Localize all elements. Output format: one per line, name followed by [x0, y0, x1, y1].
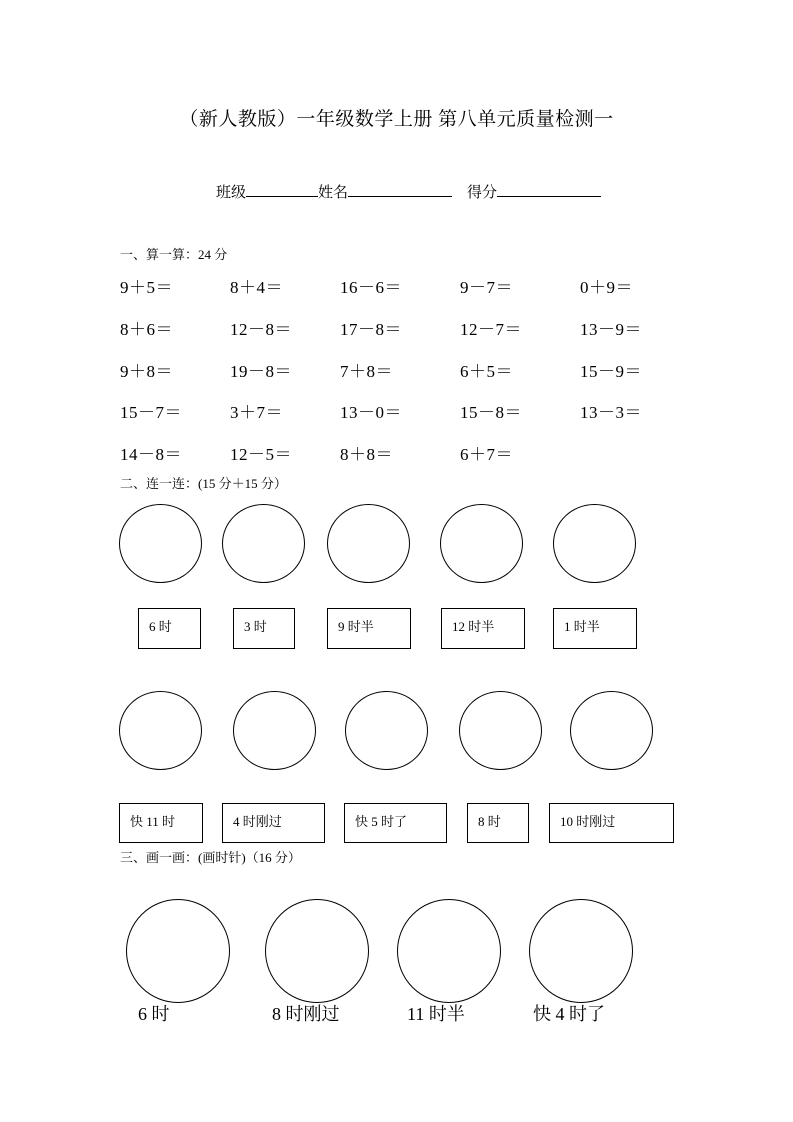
- clock-face-circle[interactable]: [265, 899, 369, 1003]
- equation: 0＋9＝: [580, 278, 633, 297]
- clock-time-label: 快 4 时了: [533, 1004, 605, 1024]
- equation: 6＋7＝: [460, 445, 513, 464]
- clock-face-circle: [440, 504, 523, 583]
- equation: 14－8＝: [120, 445, 182, 464]
- section1-heading: 一、算一算：24 分: [120, 247, 228, 262]
- equation: 15－7＝: [120, 403, 182, 422]
- time-label-box[interactable]: 8 时: [467, 803, 529, 843]
- equation: 15－8＝: [460, 403, 522, 422]
- student-info-line: [216, 180, 601, 202]
- time-label-box[interactable]: 12 时半: [441, 608, 525, 649]
- equation: 9＋8＝: [120, 362, 173, 381]
- clock-face-circle: [327, 504, 410, 583]
- equation: 17－8＝: [340, 320, 402, 339]
- time-label-box[interactable]: 6 时: [138, 608, 201, 649]
- clock-face-circle: [345, 691, 428, 770]
- name-label: 姓名: [318, 185, 349, 201]
- equation: 13－3＝: [580, 403, 642, 422]
- clock-face-circle: [570, 691, 653, 770]
- equation: 9＋5＝: [120, 278, 173, 297]
- page-title: （新人教版）一年级数学上册 第八单元质量检测一: [179, 109, 614, 130]
- time-label-box[interactable]: 快 5 时了: [344, 803, 447, 843]
- time-label-box[interactable]: 快 11 时: [119, 803, 203, 843]
- time-label-box[interactable]: 3 时: [233, 608, 295, 649]
- clock-face-circle: [222, 504, 305, 583]
- class-blank[interactable]: [246, 180, 318, 197]
- equation: 3＋7＝: [230, 403, 283, 422]
- time-label-box[interactable]: 9 时半: [327, 608, 411, 649]
- equation: 12－7＝: [460, 320, 522, 339]
- clock-time-label: 6 时: [138, 1004, 170, 1024]
- time-label-box[interactable]: 4 时刚过: [222, 803, 325, 843]
- section2-heading: 二、连一连：(15 分＋15 分）: [120, 476, 287, 491]
- equation: 9－7＝: [460, 278, 513, 297]
- equation: 13－9＝: [580, 320, 642, 339]
- equation: 19－8＝: [230, 362, 292, 381]
- score-blank[interactable]: [497, 180, 601, 197]
- equation: 8＋4＝: [230, 278, 283, 297]
- clock-face-circle: [233, 691, 316, 770]
- equation: 8＋6＝: [120, 320, 173, 339]
- clock-time-label: 11 时半: [407, 1004, 465, 1024]
- clock-time-label: 8 时刚过: [272, 1004, 340, 1024]
- section3-heading: 三、画一画：(画时针)（16 分）: [120, 850, 301, 865]
- name-blank[interactable]: [348, 180, 452, 197]
- clock-face-circle: [553, 504, 636, 583]
- score-label: 得分: [467, 185, 498, 201]
- clock-face-circle[interactable]: [397, 899, 501, 1003]
- clock-face-circle: [119, 504, 202, 583]
- clock-face-circle: [459, 691, 542, 770]
- equation: 15－9＝: [580, 362, 642, 381]
- clock-face-circle[interactable]: [529, 899, 633, 1003]
- time-label-box[interactable]: 10 时刚过: [549, 803, 674, 843]
- clock-face-circle[interactable]: [126, 899, 230, 1003]
- clock-face-circle: [119, 691, 202, 770]
- time-label-box[interactable]: 1 时半: [553, 608, 637, 649]
- equation: 13－0＝: [340, 403, 402, 422]
- equation: 6＋5＝: [460, 362, 513, 381]
- equation: 12－8＝: [230, 320, 292, 339]
- equation: 7＋8＝: [340, 362, 393, 381]
- equation: 8＋8＝: [340, 445, 393, 464]
- equation: 16－6＝: [340, 278, 402, 297]
- equation: 12－5＝: [230, 445, 292, 464]
- class-label: 班级: [216, 185, 247, 201]
